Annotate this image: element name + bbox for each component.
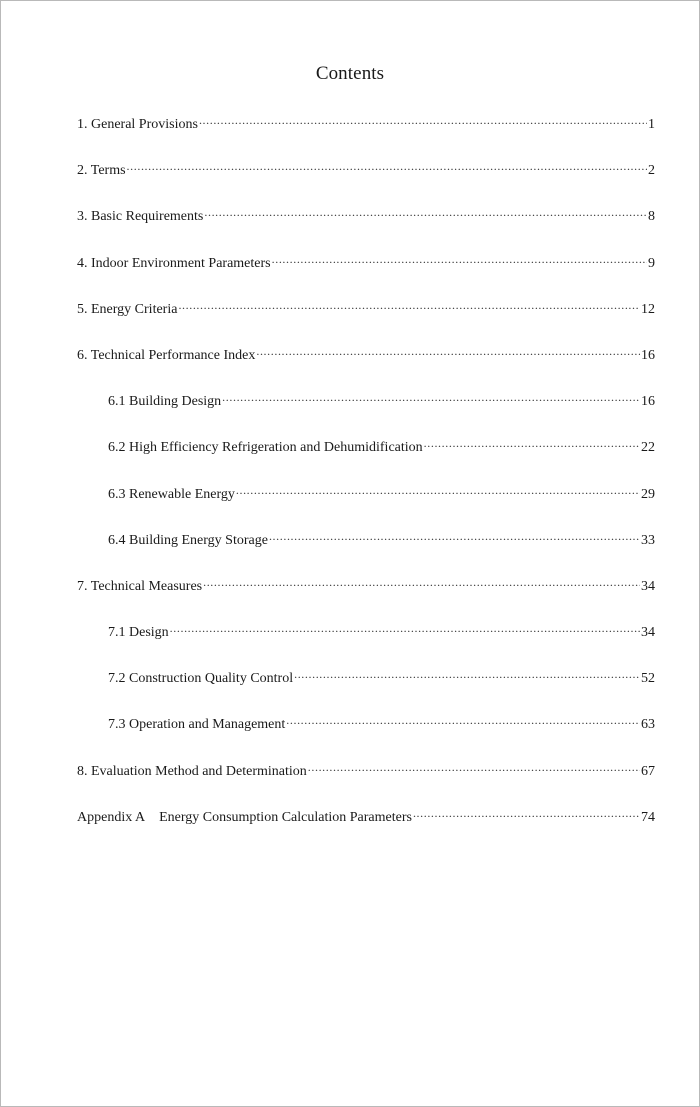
toc-page-number: 8 — [648, 209, 655, 225]
toc-dot-leader — [256, 345, 640, 359]
toc-dot-leader — [222, 391, 640, 405]
toc-page-number: 33 — [641, 532, 655, 548]
toc-entry[interactable] — [77, 160, 655, 206]
toc-dot-leader — [294, 668, 640, 682]
toc-subentry[interactable] — [77, 668, 655, 714]
toc-page-number: 34 — [641, 625, 655, 641]
toc-entry-label: 7. Technical Measures — [77, 578, 203, 594]
toc-dot-leader — [308, 761, 640, 775]
toc-entry-label: 7.1 Design — [108, 625, 169, 641]
toc-subentry[interactable] — [77, 622, 655, 668]
toc-entry[interactable] — [77, 345, 655, 391]
toc-page-number: 63 — [641, 717, 655, 733]
appendix-prefix: Appendix A — [77, 809, 146, 825]
toc-dot-leader — [199, 114, 647, 128]
toc-dot-leader — [413, 807, 640, 821]
toc-entry-label: 6. Technical Performance Index — [77, 347, 256, 363]
toc-entry-label: 7.2 Construction Quality Control — [108, 671, 294, 687]
toc-page-number: 22 — [641, 440, 655, 456]
toc-dot-leader — [424, 437, 640, 451]
toc-subentry[interactable] — [77, 484, 655, 530]
toc-entry[interactable] — [77, 576, 655, 622]
toc-dot-leader — [236, 484, 640, 498]
toc-page-number: 9 — [648, 255, 655, 271]
toc-page-number: 16 — [641, 347, 655, 363]
page-title: Contents — [315, 63, 385, 84]
toc-entry[interactable] — [77, 206, 655, 252]
toc-page-number: 34 — [641, 578, 655, 594]
toc-subentry[interactable] — [77, 437, 655, 483]
toc-page-number: 74 — [641, 809, 655, 825]
toc-dot-leader — [178, 299, 640, 313]
toc-dot-leader — [269, 530, 640, 544]
toc-dot-leader — [204, 206, 647, 220]
toc-entry-label: 3. Basic Requirements — [77, 209, 204, 225]
toc-entry-label: 4. Indoor Environment Parameters — [77, 255, 271, 271]
toc-entry-label: 6.4 Building Energy Storage — [108, 532, 268, 548]
toc-entry-label: 2. Terms — [77, 163, 126, 179]
toc-page-number: 12 — [641, 301, 655, 317]
toc-page-number: 29 — [641, 486, 655, 502]
toc-entry-label: 8. Evaluation Method and Determination — [77, 763, 307, 779]
toc-dot-leader — [127, 160, 647, 174]
toc-dot-leader — [203, 576, 640, 590]
toc-entry[interactable] — [77, 299, 655, 345]
toc-subentry[interactable] — [77, 391, 655, 437]
toc-entry-label: 6.3 Renewable Energy — [108, 486, 235, 502]
toc-entry-label: 5. Energy Criteria — [77, 301, 178, 317]
toc-subentry[interactable] — [77, 714, 655, 760]
toc-dot-leader — [286, 714, 640, 728]
toc-page-number: 1 — [648, 117, 655, 132]
toc-page-number: 16 — [641, 394, 655, 410]
toc-entry-appendix[interactable] — [77, 807, 655, 853]
toc-entry[interactable] — [77, 253, 655, 299]
toc-entry-label: 7.3 Operation and Management — [108, 717, 286, 733]
toc-dot-leader — [170, 622, 640, 636]
toc-entry-label: 1. General Provisions — [77, 117, 198, 132]
toc-entry-label — [77, 807, 412, 829]
table-of-contents — [77, 114, 655, 853]
toc-entry[interactable] — [77, 761, 655, 807]
toc-entry-label: 6.1 Building Design — [108, 394, 222, 410]
toc-entry-label: 6.2 High Efficiency Refrigeration and Dehumidification — [108, 440, 423, 456]
toc-entry[interactable] — [77, 114, 655, 160]
appendix-title: Energy Consumption Calculation Parameters — [159, 809, 412, 825]
toc-subentry[interactable] — [77, 530, 655, 576]
toc-page-number: 52 — [641, 671, 655, 687]
toc-page-number: 2 — [648, 163, 655, 179]
toc-page-number: 67 — [641, 763, 655, 779]
toc-dot-leader — [272, 253, 647, 267]
